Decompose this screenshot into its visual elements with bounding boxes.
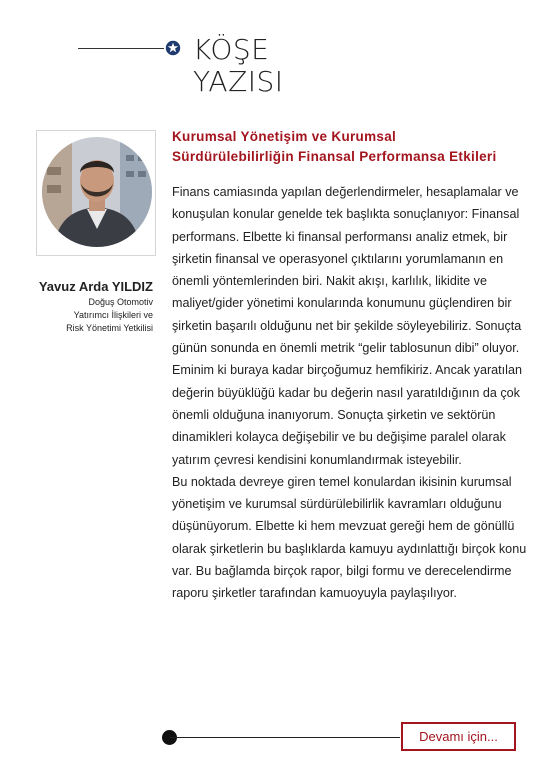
article-paragraph: Eminim ki buraya kadar birçoğumuz hemfikiriz. Ancak yaratılan değerin büyüklüğü kadar bu değerin nasıl yaratıldığının da çok önemli olduğuna inanıyorum. Sonuçta şirketin ve sektörün dinamikleri kolayca değişebilir ve bu değişime paralel olarak yatırım çevresi kendisini konumlandırmak isteyebilir.	[172, 363, 522, 467]
author-role-line: Risk Yönetimi Yetkilisi	[66, 323, 153, 333]
article-title-line-1: Kurumsal Yönetişim ve Kurumsal	[172, 129, 397, 144]
author-role-line: Yatırımcı İlişkileri ve	[73, 310, 153, 320]
article-body	[172, 181, 542, 605]
article-title-line-2: Sürdürülebilirliğin Finansal Performansa Etkileri	[172, 149, 497, 164]
author-photo-frame	[36, 130, 156, 256]
author-avatar	[42, 137, 152, 247]
read-more-button[interactable]: Devamı için...	[401, 722, 516, 751]
article-paragraph: Bu noktada devreye giren temel konulardan ikisinin kurumsal yönetişim ve kurumsal sürdürülebilirlik kavramları olduğunu düşünüyorum. Elbette ki hem mevzuat gereği hem de gönüllü olarak şirketlerin bu başlıklarda kamuyu aydınlattığı birçok konu var. Bu bağlamda birçok rapor, bilgi formu ve derecelendirme raporu şirketler tarafından kamuoyuyla paylaşılıyor.	[172, 474, 527, 601]
header-divider-line	[78, 48, 164, 49]
author-role	[0, 296, 153, 335]
section-title-line-1: KÖŞE	[193, 33, 270, 66]
author-name: Yavuz Arda YILDIZ	[38, 279, 153, 294]
section-title-line-2: YAZISI	[193, 65, 284, 98]
author-role-line: Doğuş Otomotiv	[88, 297, 153, 307]
star-badge-icon	[165, 40, 181, 56]
article-paragraph: Finans camiasında yapılan değerlendirmeler, hesaplamalar ve konuşulan konular genelde tek başlıkta sonuçlanıyor: Finansal performans. Elbette ki finansal performansı analiz etmek, bir şirketin finansal ve operasyonel çıktılarını yorumlamanın en önemli yöntemlerinden biri. Nakit akışı, karlılık, likidite ve maliyet/gider yönetimi konularında konumunu güçlendiren bir şirketin başarılı olduğunu net bir şekilde söyleyebiliriz. Sonuçta günün sonunda en önemli metrik “gelir tablosunun dibi” oluyor.	[172, 185, 522, 356]
article-title	[172, 127, 542, 167]
section-title	[193, 34, 284, 98]
footer-divider-line	[170, 737, 400, 738]
